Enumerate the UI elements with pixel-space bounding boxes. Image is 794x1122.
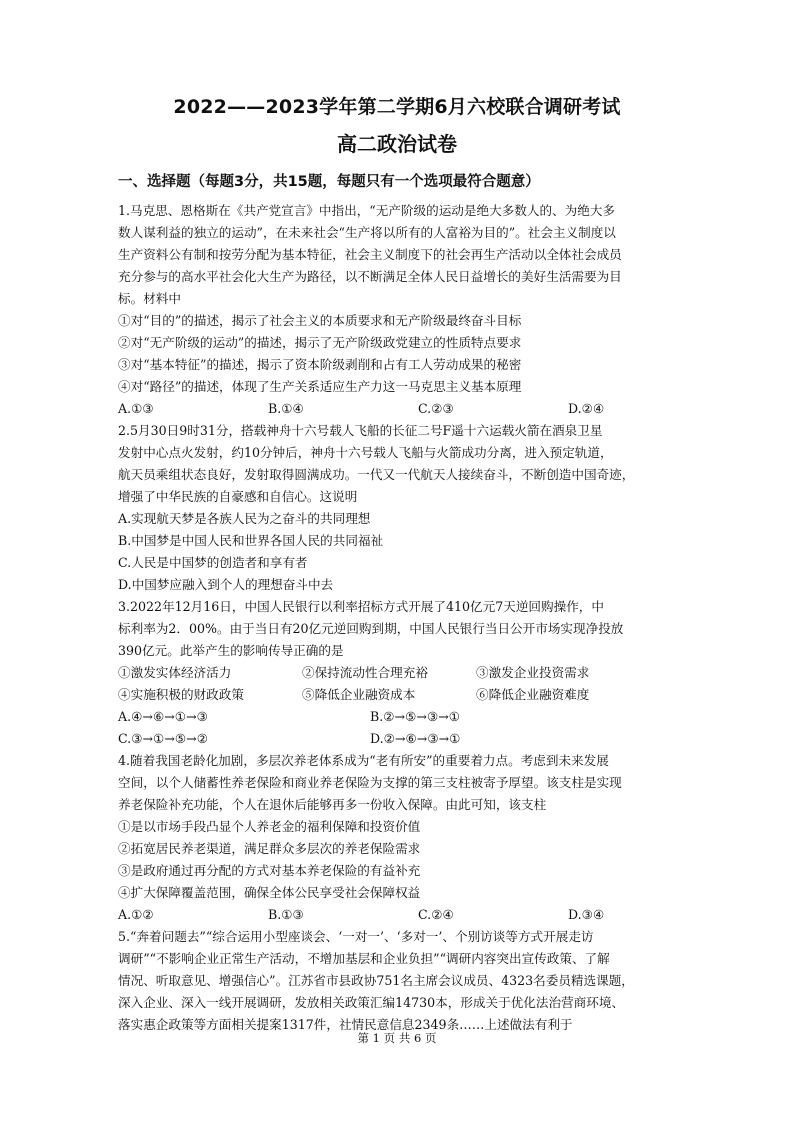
q1-stem-line: 标。材料中 (118, 291, 181, 306)
q2-stem-line: 航天员乘组状态良好，发射取得圆满成功。一代又一代航天人接续奋斗，不断创造中国奇迹， (118, 467, 635, 482)
q2-stem-line: 发射中心点火发射，约10分钟后，神舟十六号载人飞船与火箭成功分离，进入预定轨道， (118, 445, 613, 460)
q2-option-c: C.人民是中国梦的创造者和享有者 (118, 555, 308, 570)
exam-subtitle: 高二政治试卷 (337, 132, 457, 156)
q5-stem-line: 情况、听取意见、增强信心”。江苏省市县政协751名主席会议成员、4323名委员精选课题， (118, 973, 634, 988)
q3-item: ③激发企业投资需求 (476, 665, 590, 680)
q1-stem-line: 1.马克思、恩格斯在《共产党宣言》中指出，“无产阶级的运动是绝大多数人的、为绝大多 (118, 203, 616, 218)
q3-option-d: D.②→⑥→③→① (370, 731, 461, 746)
q2-option-d: D.中国梦应融入到个人的理想奋斗中去 (118, 577, 334, 592)
q5-stem-line: 调研”“不影响企业正常生产活动，不增加基层和企业负担”“调研内容突出宣传政策、了解 (118, 951, 610, 966)
q4-item: ①是以市场手段凸显个人养老金的福利保障和投资价值 (118, 819, 421, 834)
q1-option-d: D.②④ (568, 401, 605, 416)
q4-item: ③是政府通过再分配的方式对基本养老保险的有益补充 (118, 863, 421, 878)
exam-title: 2022——2023学年第二学期6月六校联合调研考试 (173, 96, 621, 118)
q1-stem-line: 数人谋利益的独立的运动”，在未来社会“生产将以所有的人富裕为目的”。社会主义制度以 (118, 225, 616, 240)
q4-stem-line: 4.随着我国老龄化加剧，多层次养老体系成为“老有所安”的重要着力点。考虑到未来发展 (118, 753, 609, 768)
q3-option-c: C.③→①→⑤→② (118, 731, 209, 746)
q3-item: ④实施积极的财政政策 (118, 687, 244, 702)
q3-item: ⑤降低企业融资成本 (302, 687, 416, 702)
q4-option-b: B.①③ (268, 907, 304, 922)
q3-option-a: A.④→⑥→①→③ (118, 709, 208, 724)
q1-stem-line: 充分参与的高水平社会化大生产为路径，以不断满足全体人民日益增长的美好生活需要为目 (118, 269, 622, 284)
q4-option-c: C.②④ (418, 907, 454, 922)
q4-item: ②拓宽居民养老渠道，满足群众多层次的养老保险需求 (118, 841, 421, 856)
q1-item: ②对“无产阶级的运动”的描述，揭示了无产阶级政党建立的性质特点要求 (118, 335, 522, 350)
page-footer: 第 1 页 共 6 页 (357, 1031, 437, 1045)
q3-stem-line: 标利率为2．00%。由于当日有20亿元逆回购到期，中国人民银行当日公开市场实现净投放 (118, 621, 624, 636)
q1-option-a: A.①③ (118, 401, 154, 416)
q3-stem-line: 3.2022年12月16日，中国人民银行以利率招标方式开展了410亿元7天逆回购操作，中 (118, 599, 604, 614)
section-title: 一、选择题（每题3分，共15题，每题只有一个选项最符合题意） (118, 174, 540, 190)
q4-option-a: A.①② (118, 907, 154, 922)
q3-item: ①激发实体经济活力 (118, 665, 232, 680)
q3-stem-line: 390亿元。此举产生的影响传导正确的是 (118, 643, 344, 658)
q1-item: ④对“路径”的描述，体现了生产关系适应生产力这一马克思主义基本原理 (118, 379, 522, 394)
q1-stem-line: 生产资料公有制和按劳分配为基本特征，社会主义制度下的社会再生产活动以全体社会成员 (118, 247, 622, 262)
q1-item: ①对“目的”的描述，揭示了社会主义的本质要求和无产阶级最终奋斗目标 (118, 313, 522, 328)
q5-stem-line: 落实惠企政策等方面相关提案1317件，社情民意信息2349条……上述做法有利于 (118, 1017, 573, 1032)
q3-item: ②保持流动性合理充裕 (302, 665, 428, 680)
q5-stem-line: 深入企业、深入一线开展调研，发放相关政策汇编14730本，形成关于优化法治营商环境、 (118, 995, 625, 1010)
q4-stem-line: 养老保险补充功能，个人在退休后能够再多一份收入保障。由此可知，该支柱 (118, 797, 547, 812)
q1-option-b: B.①④ (268, 401, 304, 416)
q3-item: ⑥降低企业融资难度 (476, 687, 590, 702)
q4-item: ④扩大保障覆盖范围，确保全体公民享受社会保障权益 (118, 885, 421, 900)
q5-stem-line: 5.“奔着问题去”“综合运用小型座谈会、‘一对一’、‘多对一’、个别访谈等方式开展走访 (118, 929, 594, 944)
q1-item: ③对“基本特征”的描述，揭示了资本阶级剥削和占有工人劳动成果的秘密 (118, 357, 522, 372)
q2-option-b: B.中国梦是中国人民和世界各国人民的共同福祉 (118, 533, 384, 548)
q1-option-c: C.②③ (418, 401, 454, 416)
q3-option-b: B.②→⑤→③→① (370, 709, 461, 724)
q2-stem-line: 2.5月30日9时31分，搭载神舟十六号载人飞船的长征二号F遥十六运载火箭在酒泉卫星 (118, 423, 603, 438)
q2-stem-line: 增强了中华民族的自豪感和自信心。这说明 (118, 489, 358, 504)
q4-stem-line: 空间，以个人储蓄性养老保险和商业养老保险为支撑的第三支柱被寄予厚望。该支柱是实现 (118, 775, 622, 790)
q2-option-a: A.实现航天梦是各族人民为之奋斗的共同理想 (118, 511, 371, 526)
q4-option-d: D.③④ (568, 907, 605, 922)
